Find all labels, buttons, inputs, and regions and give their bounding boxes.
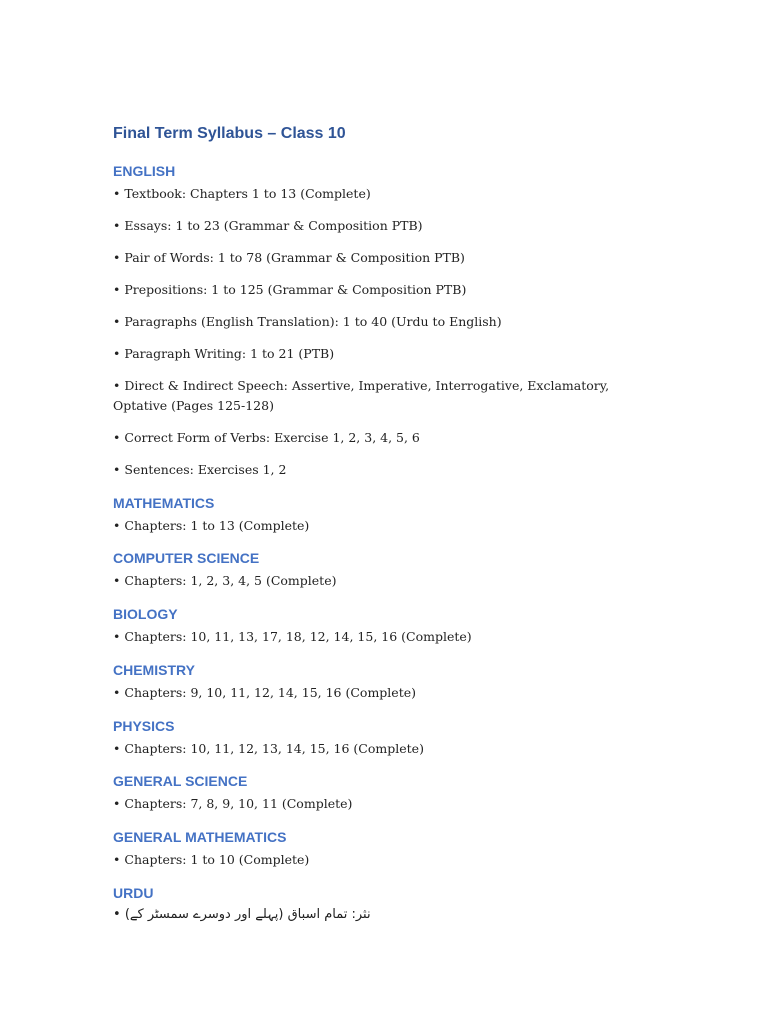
biology-item — [113, 627, 653, 647]
english-item-sentences — [113, 460, 653, 480]
list-item-text: Chapters: 7, 8, 9, 10, 11 (Complete) — [124, 796, 353, 811]
section-heading-mathematics: MATHEMATICS — [113, 495, 215, 511]
list-item-text: Essays: 1 to 23 (Grammar & Composition PTB) — [124, 218, 423, 233]
list-item-text: Correct Form of Verbs: Exercise 1, 2, 3, 4, 5, 6 — [124, 430, 420, 445]
list-item-text: Direct & Indirect Speech: Assertive, Imperative, Interrogative, Exclamatory, Optative (Pages 125-128) — [113, 378, 610, 413]
bullet-icon: • — [113, 430, 121, 445]
section-heading-biology: BIOLOGY — [113, 606, 178, 622]
bullet-icon: • — [113, 346, 121, 361]
bullet-icon: • — [113, 250, 121, 265]
bullet-icon: • — [113, 629, 121, 644]
page-title: Final Term Syllabus – Class 10 — [113, 125, 346, 142]
english-item-prepositions — [113, 280, 653, 300]
list-item-text: Pair of Words: 1 to 78 (Grammar & Composition PTB) — [124, 250, 465, 265]
bullet-icon: • — [113, 186, 121, 201]
bullet-icon: • — [113, 741, 121, 756]
physics-item — [113, 739, 653, 759]
list-item-text: Prepositions: 1 to 125 (Grammar & Composition PTB) — [124, 282, 467, 297]
chemistry-item — [113, 683, 653, 703]
bullet-icon: • — [113, 378, 121, 393]
section-heading-urdu: URDU — [113, 885, 154, 901]
section-heading-computer-science: COMPUTER SCIENCE — [113, 550, 260, 566]
list-item-text: Chapters: 1, 2, 3, 4, 5 (Complete) — [124, 573, 337, 588]
section-heading-general-mathematics: GENERAL MATHEMATICS — [113, 829, 287, 845]
english-item-paragraph-writing — [113, 344, 653, 364]
list-item-text: Chapters: 10, 11, 13, 17, 18, 12, 14, 15, 16 (Complete) — [124, 629, 472, 644]
section-heading-physics: PHYSICS — [113, 718, 175, 734]
list-item-text: نثر: تمام اسباق (پہلے اور دوسرے سمسٹر کے) — [124, 907, 371, 922]
bullet-icon: • — [113, 282, 121, 297]
bullet-icon: • — [113, 685, 121, 700]
list-item-text: Chapters: 9, 10, 11, 12, 14, 15, 16 (Complete) — [124, 685, 416, 700]
english-item-pair-of-words — [113, 248, 653, 268]
section-heading-chemistry: CHEMISTRY — [113, 662, 195, 678]
bullet-icon: • — [113, 462, 121, 477]
english-item-essays — [113, 216, 653, 236]
section-heading-general-science: GENERAL SCIENCE — [113, 773, 248, 789]
bullet-icon: • — [113, 518, 121, 533]
list-item-text: Textbook: Chapters 1 to 13 (Complete) — [124, 186, 371, 201]
computer-science-item — [113, 571, 653, 591]
general-mathematics-item — [113, 850, 653, 870]
bullet-icon: • — [113, 907, 121, 922]
list-item-text: Chapters: 1 to 13 (Complete) — [124, 518, 310, 533]
list-item-text: Paragraphs (English Translation): 1 to 40 (Urdu to English) — [124, 314, 502, 329]
list-item-text: Chapters: 1 to 10 (Complete) — [124, 852, 310, 867]
mathematics-item — [113, 516, 653, 536]
section-heading-english: ENGLISH — [113, 163, 176, 179]
list-item-text: Sentences: Exercises 1, 2 — [124, 462, 287, 477]
urdu-item — [113, 905, 371, 925]
bullet-icon: • — [113, 314, 121, 329]
english-item-textbook — [113, 184, 653, 204]
bullet-icon: • — [113, 796, 121, 811]
english-item-direct-indirect-speech — [113, 376, 643, 416]
list-item-text: Paragraph Writing: 1 to 21 (PTB) — [124, 346, 335, 361]
list-item-text: Chapters: 10, 11, 12, 13, 14, 15, 16 (Complete) — [124, 741, 424, 756]
bullet-icon: • — [113, 573, 121, 588]
bullet-icon: • — [113, 852, 121, 867]
general-science-item — [113, 794, 653, 814]
bullet-icon: • — [113, 218, 121, 233]
english-item-paragraphs — [113, 312, 653, 332]
english-item-verbs — [113, 428, 653, 448]
